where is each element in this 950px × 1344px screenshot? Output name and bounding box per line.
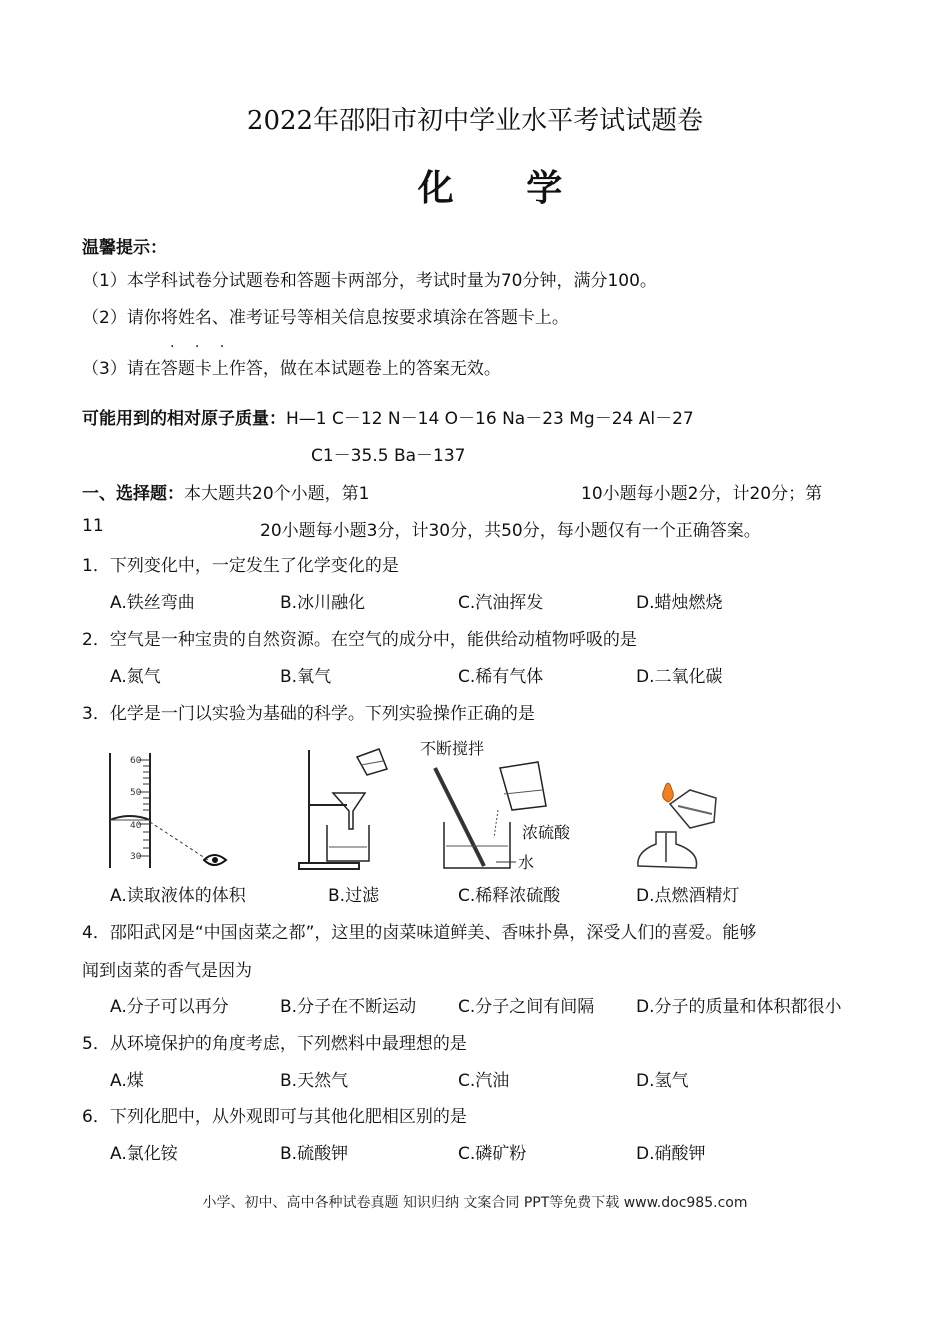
q2-option-b: B.氧气	[280, 667, 332, 687]
q6-option-c: C.磷矿粉	[458, 1144, 527, 1164]
atomic-mass-label: 可能用到的相对原子质量：	[82, 409, 286, 429]
section-1-desc-c: 11	[82, 516, 104, 536]
q4-option-b: B.分子在不断运动	[280, 997, 417, 1017]
atomic-mass-values-2: C1－35.5 Ba－137	[311, 446, 466, 466]
tip-2: （2）请你将姓名、准考证号等相关信息按要求填涂在答题卡上。	[82, 308, 569, 328]
question-4-stem-continued: 闻到卤菜的香气是因为	[82, 961, 252, 981]
q3-option-a: A.读取液体的体积	[110, 886, 246, 906]
q3-option-d: D.点燃酒精灯	[636, 886, 740, 906]
label-conc-acid: 浓硫酸	[522, 823, 571, 842]
q1-option-d: D.蜡烛燃烧	[636, 593, 723, 613]
figure-filtration	[295, 745, 405, 873]
emphasis-dots: · · ·	[170, 339, 233, 355]
question-4-stem: 4．邵阳武冈是“中国卤菜之都”，这里的卤菜味道鲜美、香味扑鼻，深受人们的喜爱。能够	[82, 923, 757, 943]
section-1-desc-d: 20小题每小题3分，计30分，共50分，每小题仅有一个正确答案。	[260, 521, 761, 541]
tip-1: （1）本学科试卷分试题卷和答题卡两部分，考试时量为70分钟，满分100。	[82, 271, 657, 291]
cylinder-tick-30: 30	[130, 852, 142, 862]
section-1-desc-a: 本大题共20个小题，第1	[184, 484, 370, 504]
question-1-stem: 1．下列变化中，一定发生了化学变化的是	[82, 556, 399, 576]
tips-heading: 温馨提示：	[82, 238, 167, 258]
question-6-stem: 6．下列化肥中，从外观即可与其他化肥相区别的是	[82, 1107, 467, 1127]
q1-option-b: B.冰川融化	[280, 593, 366, 613]
figure-read-volume	[100, 748, 240, 873]
q3-option-b: B.过滤	[328, 886, 380, 906]
q5-option-d: D.氢气	[636, 1071, 689, 1091]
label-stir: 不断搅拌	[420, 739, 485, 758]
section-1-intro	[82, 479, 369, 504]
q5-option-b: B.天然气	[280, 1071, 349, 1091]
atomic-mass-values-1: H—1 C－12 N－14 O－16 Na－23 Mg－24 Al－27	[286, 409, 694, 429]
page-title: 2022年邵阳市初中学业水平考试试题卷	[246, 106, 704, 136]
cylinder-tick-60: 60	[130, 756, 142, 766]
q6-option-a: A.氯化铵	[110, 1144, 178, 1164]
q2-option-c: C.稀有气体	[458, 667, 544, 687]
q3-option-c: C.稀释浓硫酸	[458, 886, 561, 906]
cylinder-tick-50: 50	[130, 788, 142, 798]
q6-option-b: B.硫酸钾	[280, 1144, 349, 1164]
q2-option-d: D.二氧化碳	[636, 667, 723, 687]
question-3-stem: 3．化学是一门以实验为基础的科学。下列实验操作正确的是	[82, 704, 535, 724]
q1-option-c: C.汽油挥发	[458, 593, 544, 613]
q1-option-a: A.铁丝弯曲	[110, 593, 195, 613]
q4-option-a: A.分子可以再分	[110, 997, 229, 1017]
cylinder-tick-40: 40	[130, 821, 142, 831]
tip-3: （3）请在答题卡上作答，做在本试题卷上的答案无效。	[82, 359, 501, 379]
subject-title: 化 学	[417, 167, 593, 209]
q2-option-a: A.氮气	[110, 667, 161, 687]
question-5-stem: 5．从环境保护的角度考虑，下列燃料中最理想的是	[82, 1034, 467, 1054]
figure-dilute-acid	[420, 738, 590, 874]
question-2-stem: 2．空气是一种宝贵的自然资源。在空气的成分中，能供给动植物呼吸的是	[82, 630, 637, 650]
label-water: 水	[518, 853, 535, 872]
footer-link-text[interactable]: 小学、初中、高中各种试卷真题 知识归纳 文案合同 PPT等免费下载 www.doc985.com	[202, 1195, 748, 1211]
q5-option-c: C.汽油	[458, 1071, 510, 1091]
section-1-desc-b: 10小题每小题2分，计20分；第	[581, 484, 823, 504]
q5-option-a: A.煤	[110, 1071, 144, 1091]
q6-option-d: D.硝酸钾	[636, 1144, 706, 1164]
q4-option-c: C.分子之间有间隔	[458, 997, 595, 1017]
flame-icon	[663, 783, 674, 802]
atomic-mass-line-1	[82, 404, 694, 429]
q4-option-d: D.分子的质量和体积都很小	[636, 997, 842, 1017]
figure-alcohol-lamp	[630, 770, 740, 878]
section-1-heading: 一、选择题：	[82, 484, 184, 504]
